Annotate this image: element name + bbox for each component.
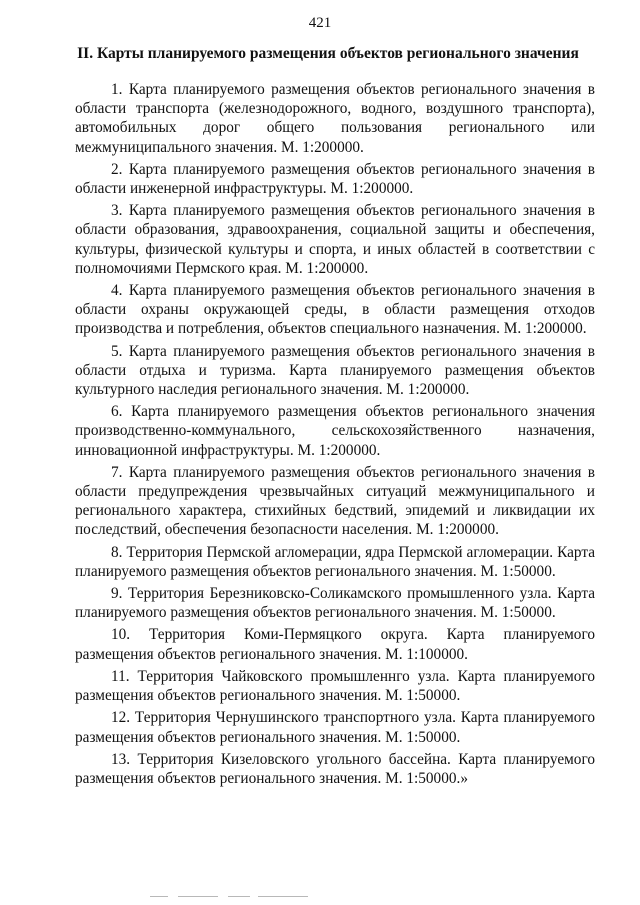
list-item: 2. Карта планируемого размещения объектов регионального значения в области инженерной инфраструктуры. М. 1:200000. <box>75 160 595 198</box>
list-item: 10. Территория Коми-Пермяцкого округа. Карта планируемого размещения объектов регионального значения. М. 1:100000. <box>75 626 595 663</box>
list-item: 6. Карта планируемого размещения объектов регионального значения производственно-коммунального, сельскохозяйственного назначения, инновационной инфраструктуры. М. 1:200000. <box>75 403 595 459</box>
page-number: 421 <box>308 15 332 31</box>
list-item: 8. Территория Пермской агломерации, ядра Пермской агломерации. Карта планируемого размещения объектов регионального значения. М. 1:50000. <box>75 543 595 580</box>
list-item: 12. Территория Чернушинского транспортного узла. Карта планируемого размещения объектов регионального значения. М. 1:50000. <box>75 709 595 746</box>
list-item: 5. Карта планируемого размещения объектов регионального значения в области отдыха и туризма. Карта планируемого размещения объектов культурного наследия регионального значения. М. 1:200000. <box>75 342 595 399</box>
list-item: 9. Территория Березниковско-Соликамского промышленного узла. Карта планируемого размещения объектов регионального значения. М. 1:50000. <box>75 585 595 622</box>
section-title: II. Карты планируемого размещения объектов регионального значения <box>77 45 579 62</box>
map-list <box>75 80 595 791</box>
list-item: 11. Территория Чайковского промышленнго узла. Карта планируемого размещения объектов регионального значения. М. 1:50000. <box>75 667 595 705</box>
list-item: 7. Карта планируемого размещения объектов регионального значения в области предупреждения чрезвычайных ситуаций межмуниципального и регионального характера, стихийных бедствий, эпидемий и ликвидации их последствий, обеспечения безопасности населения. М. 1:200000. <box>75 463 595 539</box>
list-item: 1. Карта планируемого размещения объектов регионального значения в области транспорта (железнодорожного, водного, воздушного транспорта), автомобильных дорог общего пользования регионального или межмуниципального значения. М. 1:200000. <box>75 81 595 156</box>
scan-artifact <box>150 893 320 901</box>
list-item: 3. Карта планируемого размещения объектов регионального значения в области образования, здравоохранения, социальной защиты и обеспечения, культуры, физической культуры и спорта, и иных областей в соответствии с полномочиями Пермского края. М. 1:200000. <box>75 202 595 277</box>
list-item: 13. Территория Кизеловского угольного бассейна. Карта планируемого размещения объектов регионального значения. М. 1:50000.» <box>75 750 595 787</box>
list-item: 4. Карта планируемого размещения объектов регионального значения в области охраны окружающей среды, в области размещения отходов производства и потребления, объектов специального назначения. М. 1:200000. <box>75 282 595 338</box>
